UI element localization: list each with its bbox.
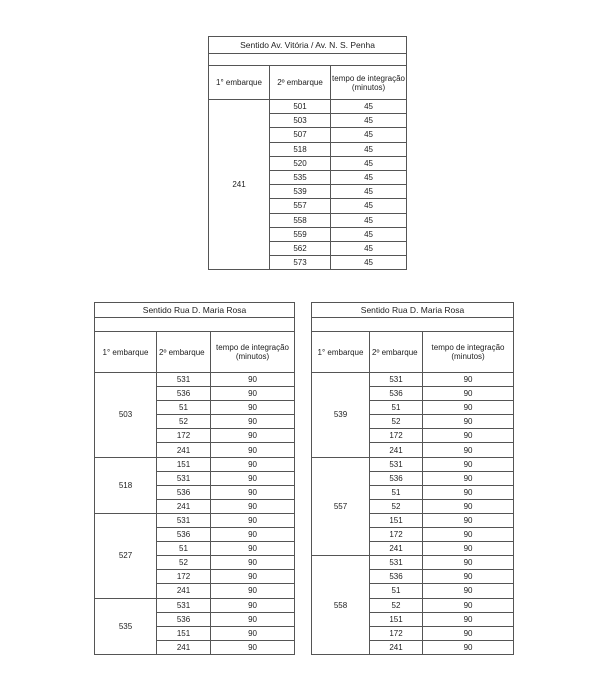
table-row [95,457,295,471]
second-boarding-cell: 501 [270,100,331,114]
second-boarding-cell: 536 [370,387,423,401]
integration-time-cell: 90 [211,387,295,401]
second-boarding-cell: 52 [370,598,423,612]
second-boarding-cell: 151 [157,457,211,471]
second-boarding-cell: 51 [370,485,423,499]
integration-table-vitoria-penha [208,36,407,270]
integration-time-cell: 90 [211,499,295,513]
first-boarding-cell: 527 [95,513,157,598]
integration-time-cell: 90 [423,373,514,387]
integration-time-cell: 90 [423,626,514,640]
table-row [312,556,514,570]
second-boarding-cell: 507 [270,128,331,142]
second-boarding-cell: 241 [370,640,423,654]
second-boarding-cell: 539 [270,185,331,199]
second-boarding-cell: 52 [370,415,423,429]
integration-time-cell: 90 [211,457,295,471]
integration-time-cell: 90 [211,485,295,499]
table-row [312,373,514,387]
integration-time-cell: 90 [423,640,514,654]
integration-time-cell: 90 [423,499,514,513]
second-boarding-cell: 536 [157,387,211,401]
second-boarding-cell: 241 [157,584,211,598]
integration-time-cell: 90 [211,471,295,485]
second-boarding-cell: 51 [157,401,211,415]
spacer-row [209,54,407,66]
header-first-boarding: 1° embarque [209,66,270,100]
second-boarding-cell: 172 [157,429,211,443]
second-boarding-cell: 536 [370,570,423,584]
integration-time-cell: 90 [211,584,295,598]
second-boarding-cell: 241 [157,640,211,654]
spacer-row [95,318,295,332]
integration-time-cell: 90 [211,612,295,626]
integration-time-cell: 45 [331,156,407,170]
integration-time-cell: 90 [211,640,295,654]
header-integration-time: tempo de integração (minutos) [423,332,514,373]
second-boarding-cell: 531 [157,598,211,612]
second-boarding-cell: 172 [370,626,423,640]
table-row [95,513,295,527]
second-boarding-cell: 531 [157,513,211,527]
header-integration-time: tempo de integração (minutos) [211,332,295,373]
integration-time-cell: 90 [423,471,514,485]
integration-time-cell: 90 [423,429,514,443]
integration-time-cell: 90 [211,542,295,556]
table-row [209,100,407,114]
second-boarding-cell: 52 [157,556,211,570]
first-boarding-cell: 557 [312,457,370,556]
second-boarding-cell: 503 [270,114,331,128]
second-boarding-cell: 531 [370,373,423,387]
integration-time-cell: 90 [211,513,295,527]
second-boarding-cell: 520 [270,156,331,170]
second-boarding-cell: 531 [157,373,211,387]
second-boarding-cell: 241 [370,542,423,556]
integration-time-cell: 90 [423,570,514,584]
second-boarding-cell: 151 [370,513,423,527]
integration-time-cell: 90 [211,443,295,457]
header-first-boarding: 1° embarque [95,332,157,373]
integration-time-cell: 90 [423,457,514,471]
second-boarding-cell: 536 [157,485,211,499]
integration-time-cell: 90 [423,584,514,598]
integration-time-cell: 90 [423,612,514,626]
table-title: Sentido Av. Vitória / Av. N. S. Penha [209,37,407,54]
integration-time-cell: 90 [423,415,514,429]
integration-time-cell: 45 [331,241,407,255]
integration-time-cell: 45 [331,100,407,114]
integration-time-cell: 90 [211,556,295,570]
first-boarding-cell: 518 [95,457,157,513]
integration-time-cell: 90 [423,485,514,499]
integration-time-cell: 45 [331,170,407,184]
second-boarding-cell: 531 [370,556,423,570]
integration-time-cell: 90 [423,556,514,570]
integration-time-cell: 90 [211,415,295,429]
integration-time-cell: 90 [423,513,514,527]
header-first-boarding: 1° embarque [312,332,370,373]
integration-time-cell: 90 [211,570,295,584]
second-boarding-cell: 52 [370,499,423,513]
integration-time-cell: 45 [331,185,407,199]
second-boarding-cell: 172 [370,429,423,443]
second-boarding-cell: 518 [270,142,331,156]
integration-time-cell: 90 [423,542,514,556]
second-boarding-cell: 573 [270,256,331,270]
second-boarding-cell: 562 [270,241,331,255]
spacer-row [312,318,514,332]
second-boarding-cell: 51 [370,584,423,598]
second-boarding-cell: 558 [270,213,331,227]
second-boarding-cell: 241 [157,499,211,513]
second-boarding-cell: 172 [370,528,423,542]
second-boarding-cell: 531 [370,457,423,471]
table-row [95,373,295,387]
integration-table-maria-rosa-right [311,302,514,655]
second-boarding-cell: 51 [370,401,423,415]
integration-time-cell: 90 [423,528,514,542]
table-title: Sentido Rua D. Maria Rosa [312,303,514,318]
first-boarding-cell: 535 [95,598,157,654]
second-boarding-cell: 52 [157,415,211,429]
integration-time-cell: 45 [331,128,407,142]
second-boarding-cell: 241 [157,443,211,457]
second-boarding-cell: 557 [270,199,331,213]
first-boarding-cell: 241 [209,100,270,270]
second-boarding-cell: 51 [157,542,211,556]
second-boarding-cell: 536 [370,471,423,485]
table-row [312,457,514,471]
integration-time-cell: 90 [211,528,295,542]
second-boarding-cell: 151 [370,612,423,626]
second-boarding-cell: 536 [157,528,211,542]
integration-time-cell: 45 [331,227,407,241]
integration-time-cell: 90 [211,598,295,612]
integration-table-maria-rosa-left [94,302,295,655]
second-boarding-cell: 241 [370,443,423,457]
integration-time-cell: 90 [423,598,514,612]
integration-time-cell: 90 [211,626,295,640]
second-boarding-cell: 536 [157,612,211,626]
second-boarding-cell: 559 [270,227,331,241]
integration-time-cell: 90 [211,401,295,415]
second-boarding-cell: 535 [270,170,331,184]
integration-time-cell: 45 [331,142,407,156]
table-title: Sentido Rua D. Maria Rosa [95,303,295,318]
header-second-boarding: 2º embarque [370,332,423,373]
integration-time-cell: 45 [331,256,407,270]
first-boarding-cell: 503 [95,373,157,458]
second-boarding-cell: 151 [157,626,211,640]
header-second-boarding: 2º embarque [157,332,211,373]
header-second-boarding: 2º embarque [270,66,331,100]
integration-time-cell: 90 [423,387,514,401]
integration-time-cell: 90 [423,443,514,457]
header-integration-time: tempo de integração (minutos) [331,66,407,100]
first-boarding-cell: 558 [312,556,370,655]
integration-time-cell: 90 [211,373,295,387]
integration-time-cell: 90 [211,429,295,443]
table-row [95,598,295,612]
integration-time-cell: 45 [331,114,407,128]
integration-time-cell: 90 [423,401,514,415]
second-boarding-cell: 531 [157,471,211,485]
integration-time-cell: 45 [331,199,407,213]
first-boarding-cell: 539 [312,373,370,458]
second-boarding-cell: 172 [157,570,211,584]
integration-time-cell: 45 [331,213,407,227]
